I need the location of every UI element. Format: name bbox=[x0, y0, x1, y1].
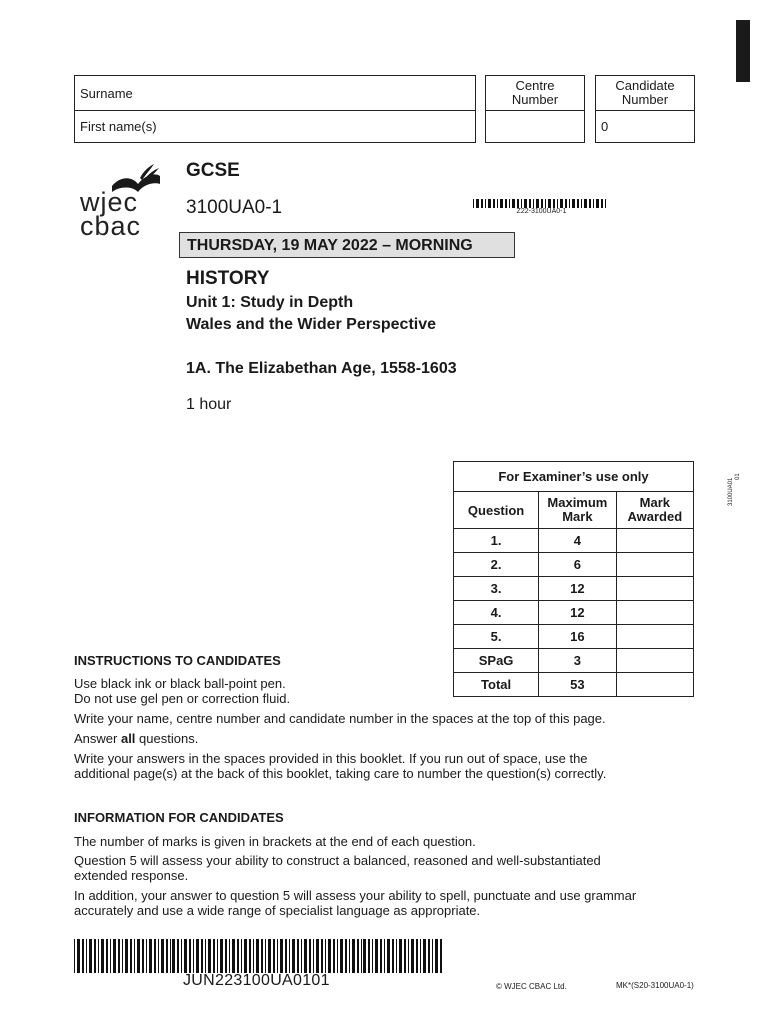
surname-field[interactable] bbox=[150, 78, 470, 106]
first-names-label: First name(s) bbox=[80, 119, 157, 134]
barcode-bar bbox=[316, 939, 319, 973]
centre-number-field[interactable] bbox=[488, 113, 582, 140]
barcode-bar bbox=[74, 939, 75, 973]
row-max-mark: 4 bbox=[539, 529, 616, 553]
row-question: 4. bbox=[454, 601, 539, 625]
barcode-bar bbox=[432, 939, 433, 973]
examiner-table-row bbox=[454, 529, 694, 553]
row-max-mark: 3 bbox=[539, 649, 616, 673]
paper-reference: MK*(S20-3100UA0-1) bbox=[616, 981, 694, 990]
instructions-p3-post: questions. bbox=[135, 731, 199, 746]
barcode-bar bbox=[158, 939, 159, 973]
barcode-bar bbox=[289, 939, 290, 973]
barcode-bar bbox=[517, 199, 519, 208]
row-question: Total bbox=[454, 673, 539, 697]
information-p3-line2: accurately and use a wide range of specialist language as appropriate. bbox=[74, 902, 481, 918]
information-p2-line1: Question 5 will assess your ability to construct a balanced, reasoned and well-substantiated bbox=[74, 853, 601, 868]
barcode-bar bbox=[560, 199, 563, 208]
barcode-bar bbox=[253, 939, 254, 973]
barcode-bar bbox=[304, 939, 307, 973]
paper-barcode bbox=[473, 199, 610, 208]
col-header-max-mark bbox=[539, 492, 616, 529]
barcode-bar bbox=[368, 939, 370, 973]
row-max-mark: 16 bbox=[539, 625, 616, 649]
barcode-bar bbox=[328, 939, 331, 973]
barcode-bar bbox=[605, 199, 606, 208]
barcode-bar bbox=[220, 939, 223, 973]
barcode-bar bbox=[237, 939, 239, 973]
barcode-bar bbox=[225, 939, 227, 973]
barcode-bar bbox=[524, 199, 527, 208]
barcode-bar bbox=[404, 939, 406, 973]
barcode-bar bbox=[241, 939, 242, 973]
barcode-bar bbox=[244, 939, 247, 973]
barcode-bar bbox=[372, 939, 373, 973]
exam-date-banner bbox=[179, 232, 515, 258]
instructions-p4-line1: Write your answers in the spaces provided in this booklet. If you run out of space, use the bbox=[74, 751, 588, 766]
barcode-bar bbox=[161, 939, 164, 973]
barcode-bar bbox=[193, 939, 194, 973]
barcode-bar bbox=[581, 199, 582, 208]
barcode-bar bbox=[277, 939, 278, 973]
barcode-bar bbox=[201, 939, 203, 973]
instructions-p2: Write your name, centre number and candidate number in the spaces at the top of this page. bbox=[74, 711, 606, 726]
col-header-max-line2: Mark bbox=[562, 509, 593, 524]
row-max-mark: 12 bbox=[539, 601, 616, 625]
barcode-bar bbox=[217, 939, 218, 973]
barcode-bar bbox=[94, 939, 96, 973]
row-question: SPaG bbox=[454, 649, 539, 673]
instructions-p4 bbox=[74, 752, 606, 781]
barcode-bar bbox=[589, 199, 591, 208]
barcode-bar bbox=[313, 939, 314, 973]
barcode-bar bbox=[265, 939, 266, 973]
examiner-table-row bbox=[454, 577, 694, 601]
barcode-bar bbox=[142, 939, 144, 973]
barcode-bar bbox=[340, 939, 343, 973]
instructions-p3-bold: all bbox=[120, 731, 136, 746]
instructions-heading: INSTRUCTIONS TO CANDIDATES bbox=[74, 653, 281, 668]
barcode-bar bbox=[106, 939, 108, 973]
barcode-bar bbox=[325, 939, 326, 973]
barcode-bar bbox=[181, 939, 182, 973]
barcode-bar bbox=[113, 939, 116, 973]
barcode-bar bbox=[125, 939, 128, 973]
barcode-bar bbox=[256, 939, 259, 973]
side-code bbox=[728, 473, 742, 506]
barcode-bar bbox=[557, 199, 558, 208]
barcode-bar bbox=[577, 199, 579, 208]
col-header-mark-awarded bbox=[616, 492, 693, 529]
barcode-bar bbox=[86, 939, 87, 973]
barcode-bar bbox=[387, 939, 390, 973]
barcode-bar bbox=[548, 199, 551, 208]
barcode-bar bbox=[541, 199, 543, 208]
barcode-bar bbox=[509, 199, 510, 208]
barcode-bar bbox=[601, 199, 603, 208]
information-p3 bbox=[74, 889, 636, 918]
exam-code: 3100UA0-1 bbox=[186, 197, 283, 218]
centre-number-label: Centre Number bbox=[511, 78, 559, 107]
barcode-bar bbox=[345, 939, 347, 973]
barcode-bar bbox=[493, 199, 495, 208]
subject-title: HISTORY bbox=[186, 268, 270, 289]
barcode-bar bbox=[423, 939, 426, 973]
examiner-table-row bbox=[454, 625, 694, 649]
barcode-bar bbox=[196, 939, 199, 973]
exam-date-text: THURSDAY, 19 MAY 2022 – MORNING bbox=[187, 237, 473, 254]
barcode-bar bbox=[172, 939, 175, 973]
information-p2 bbox=[74, 854, 601, 883]
barcode-bar bbox=[384, 939, 385, 973]
barcode-bar bbox=[134, 939, 135, 973]
barcode-bar bbox=[357, 939, 359, 973]
candidate-number-value[interactable]: 0 bbox=[601, 119, 609, 134]
barcode-bar bbox=[110, 939, 111, 973]
logo-cbac-text: cbac bbox=[80, 211, 142, 241]
barcode-bar bbox=[553, 199, 555, 208]
barcode-bar bbox=[396, 939, 397, 973]
row-mark-awarded[interactable] bbox=[616, 529, 693, 553]
information-p2-line2: extended response. bbox=[74, 867, 189, 883]
row-mark-awarded[interactable] bbox=[616, 577, 693, 601]
barcode-bar bbox=[122, 939, 123, 973]
barcode-bar bbox=[130, 939, 132, 973]
barcode-bar bbox=[292, 939, 295, 973]
row-mark-awarded[interactable] bbox=[616, 625, 693, 649]
information-heading: INFORMATION FOR CANDIDATES bbox=[74, 810, 284, 825]
barcode-bar bbox=[89, 939, 92, 973]
col-header-awarded-line2: Awarded bbox=[627, 509, 683, 524]
barcode-bar bbox=[473, 199, 474, 208]
barcode-bar bbox=[411, 939, 414, 973]
barcode-bar bbox=[309, 939, 311, 973]
row-question: 1. bbox=[454, 529, 539, 553]
barcode-bar bbox=[301, 939, 302, 973]
examiner-table-row bbox=[454, 673, 694, 697]
paper-barcode-text: Z22-3100UA0-1 bbox=[516, 208, 567, 215]
barcode-bar bbox=[146, 939, 147, 973]
examiner-table-row bbox=[454, 553, 694, 577]
exam-level: GCSE bbox=[186, 160, 240, 181]
examiner-table-row bbox=[454, 601, 694, 625]
barcode-bar bbox=[280, 939, 283, 973]
barcode-bar bbox=[399, 939, 402, 973]
instructions-p3-pre: Answer bbox=[74, 731, 121, 746]
col-header-awarded-line1: Mark bbox=[639, 495, 670, 510]
barcode-bar bbox=[533, 199, 534, 208]
row-question: 2. bbox=[454, 553, 539, 577]
barcode-bar bbox=[529, 199, 531, 208]
barcode-bar bbox=[229, 939, 230, 973]
option-title: 1A. The Elizabethan Age, 1558-1603 bbox=[186, 360, 457, 377]
barcode-bar bbox=[428, 939, 430, 973]
barcode-bar bbox=[333, 939, 335, 973]
instructions-p1-line2: Do not use gel pen or correction fluid. bbox=[74, 690, 291, 706]
barcode-bar bbox=[137, 939, 140, 973]
barcode-bar bbox=[268, 939, 271, 973]
barcode-bar bbox=[261, 939, 263, 973]
barcode-bar bbox=[565, 199, 567, 208]
barcode-bar bbox=[352, 939, 355, 973]
barcode-bar bbox=[82, 939, 84, 973]
side-code-line2: 01 bbox=[735, 473, 741, 480]
barcode-bar bbox=[380, 939, 382, 973]
row-question: 3. bbox=[454, 577, 539, 601]
barcode-bar bbox=[363, 939, 366, 973]
row-mark-awarded[interactable] bbox=[616, 673, 693, 697]
instructions-p1-line1: Use black ink or black ball-point pen. bbox=[74, 676, 286, 691]
barcode-bar bbox=[166, 939, 168, 973]
surname-label: Surname bbox=[80, 86, 133, 101]
barcode-bar bbox=[184, 939, 187, 973]
col-header-question: Question bbox=[454, 492, 539, 529]
barcode-bar bbox=[505, 199, 507, 208]
barcode-bar bbox=[297, 939, 299, 973]
barcode-bar bbox=[205, 939, 206, 973]
barcode-bar bbox=[572, 199, 575, 208]
barcode-bar bbox=[349, 939, 350, 973]
barcode-bar bbox=[232, 939, 235, 973]
barcode-bar bbox=[392, 939, 394, 973]
barcode-bar bbox=[521, 199, 522, 208]
barcode-bar bbox=[361, 939, 362, 973]
instructions-p1 bbox=[74, 677, 290, 706]
barcode-bar bbox=[569, 199, 570, 208]
col-header-max-line1: Maximum bbox=[547, 495, 608, 510]
barcode-bar bbox=[500, 199, 503, 208]
barcode-bar bbox=[375, 939, 378, 973]
barcode-bar bbox=[497, 199, 498, 208]
barcode-bar bbox=[476, 199, 479, 208]
row-mark-awarded[interactable] bbox=[616, 553, 693, 577]
barcode-bar bbox=[435, 939, 438, 973]
barcode-bar bbox=[536, 199, 539, 208]
candidate-number-label: Candidate Number bbox=[615, 78, 675, 107]
barcode-bar bbox=[584, 199, 587, 208]
page-edge-marker bbox=[736, 20, 750, 82]
examiner-table-row bbox=[454, 649, 694, 673]
barcode-bar bbox=[596, 199, 599, 208]
barcode-bar bbox=[408, 939, 409, 973]
examiner-table-title: For Examiner’s use only bbox=[454, 462, 694, 492]
logo-wjec-text: wjec bbox=[80, 187, 139, 217]
barcode-bar bbox=[337, 939, 338, 973]
barcode-bar bbox=[213, 939, 215, 973]
barcode-bar bbox=[420, 939, 421, 973]
row-max-mark: 6 bbox=[539, 553, 616, 577]
barcode-bar bbox=[285, 939, 287, 973]
barcode-bar bbox=[98, 939, 99, 973]
footer-barcode bbox=[74, 939, 444, 973]
barcode-bar bbox=[77, 939, 80, 973]
exam-duration: 1 hour bbox=[186, 396, 232, 413]
barcode-bar bbox=[208, 939, 211, 973]
information-p3-line1: In addition, your answer to question 5 will assess your ability to spell, punctuate and use grammar bbox=[74, 888, 637, 903]
examiner-marks-table bbox=[453, 461, 694, 697]
instructions-p4-line2: additional page(s) at the back of this booklet, taking care to number the question(s) correctly. bbox=[74, 765, 607, 781]
barcode-bar bbox=[189, 939, 191, 973]
candidate-box-divider bbox=[595, 110, 695, 111]
information-p1: The number of marks is given in brackets at the end of each question. bbox=[74, 834, 476, 849]
barcode-bar bbox=[485, 199, 486, 208]
barcode-bar bbox=[177, 939, 179, 973]
barcode-bar bbox=[273, 939, 275, 973]
row-question: 5. bbox=[454, 625, 539, 649]
side-code-line1: 3100UA01 bbox=[728, 477, 734, 506]
centre-box-divider bbox=[485, 110, 585, 111]
barcode-bar bbox=[593, 199, 594, 208]
barcode-bar bbox=[512, 199, 515, 208]
barcode-bar bbox=[249, 939, 251, 973]
row-max-mark: 53 bbox=[539, 673, 616, 697]
footer-barcode-text: JUN223100UA0101 bbox=[183, 972, 330, 989]
name-box-divider bbox=[74, 110, 476, 111]
row-max-mark: 12 bbox=[539, 577, 616, 601]
instructions-p3 bbox=[74, 732, 198, 747]
first-names-field[interactable] bbox=[170, 113, 470, 139]
barcode-bar bbox=[118, 939, 120, 973]
barcode-bar bbox=[545, 199, 546, 208]
unit-subtitle: Wales and the Wider Perspective bbox=[186, 316, 437, 333]
barcode-bar bbox=[440, 939, 442, 973]
barcode-bar bbox=[149, 939, 152, 973]
row-mark-awarded[interactable] bbox=[616, 649, 693, 673]
wjec-logo bbox=[80, 162, 162, 242]
barcode-bar bbox=[416, 939, 418, 973]
row-mark-awarded[interactable] bbox=[616, 601, 693, 625]
barcode-bar bbox=[321, 939, 323, 973]
barcode-bar bbox=[101, 939, 104, 973]
copyright-text: © WJEC CBAC Ltd. bbox=[496, 982, 567, 991]
barcode-bar bbox=[488, 199, 491, 208]
barcode-bar bbox=[481, 199, 483, 208]
barcode-bar bbox=[154, 939, 156, 973]
barcode-bar bbox=[170, 939, 171, 973]
unit-title: Unit 1: Study in Depth bbox=[186, 294, 354, 311]
